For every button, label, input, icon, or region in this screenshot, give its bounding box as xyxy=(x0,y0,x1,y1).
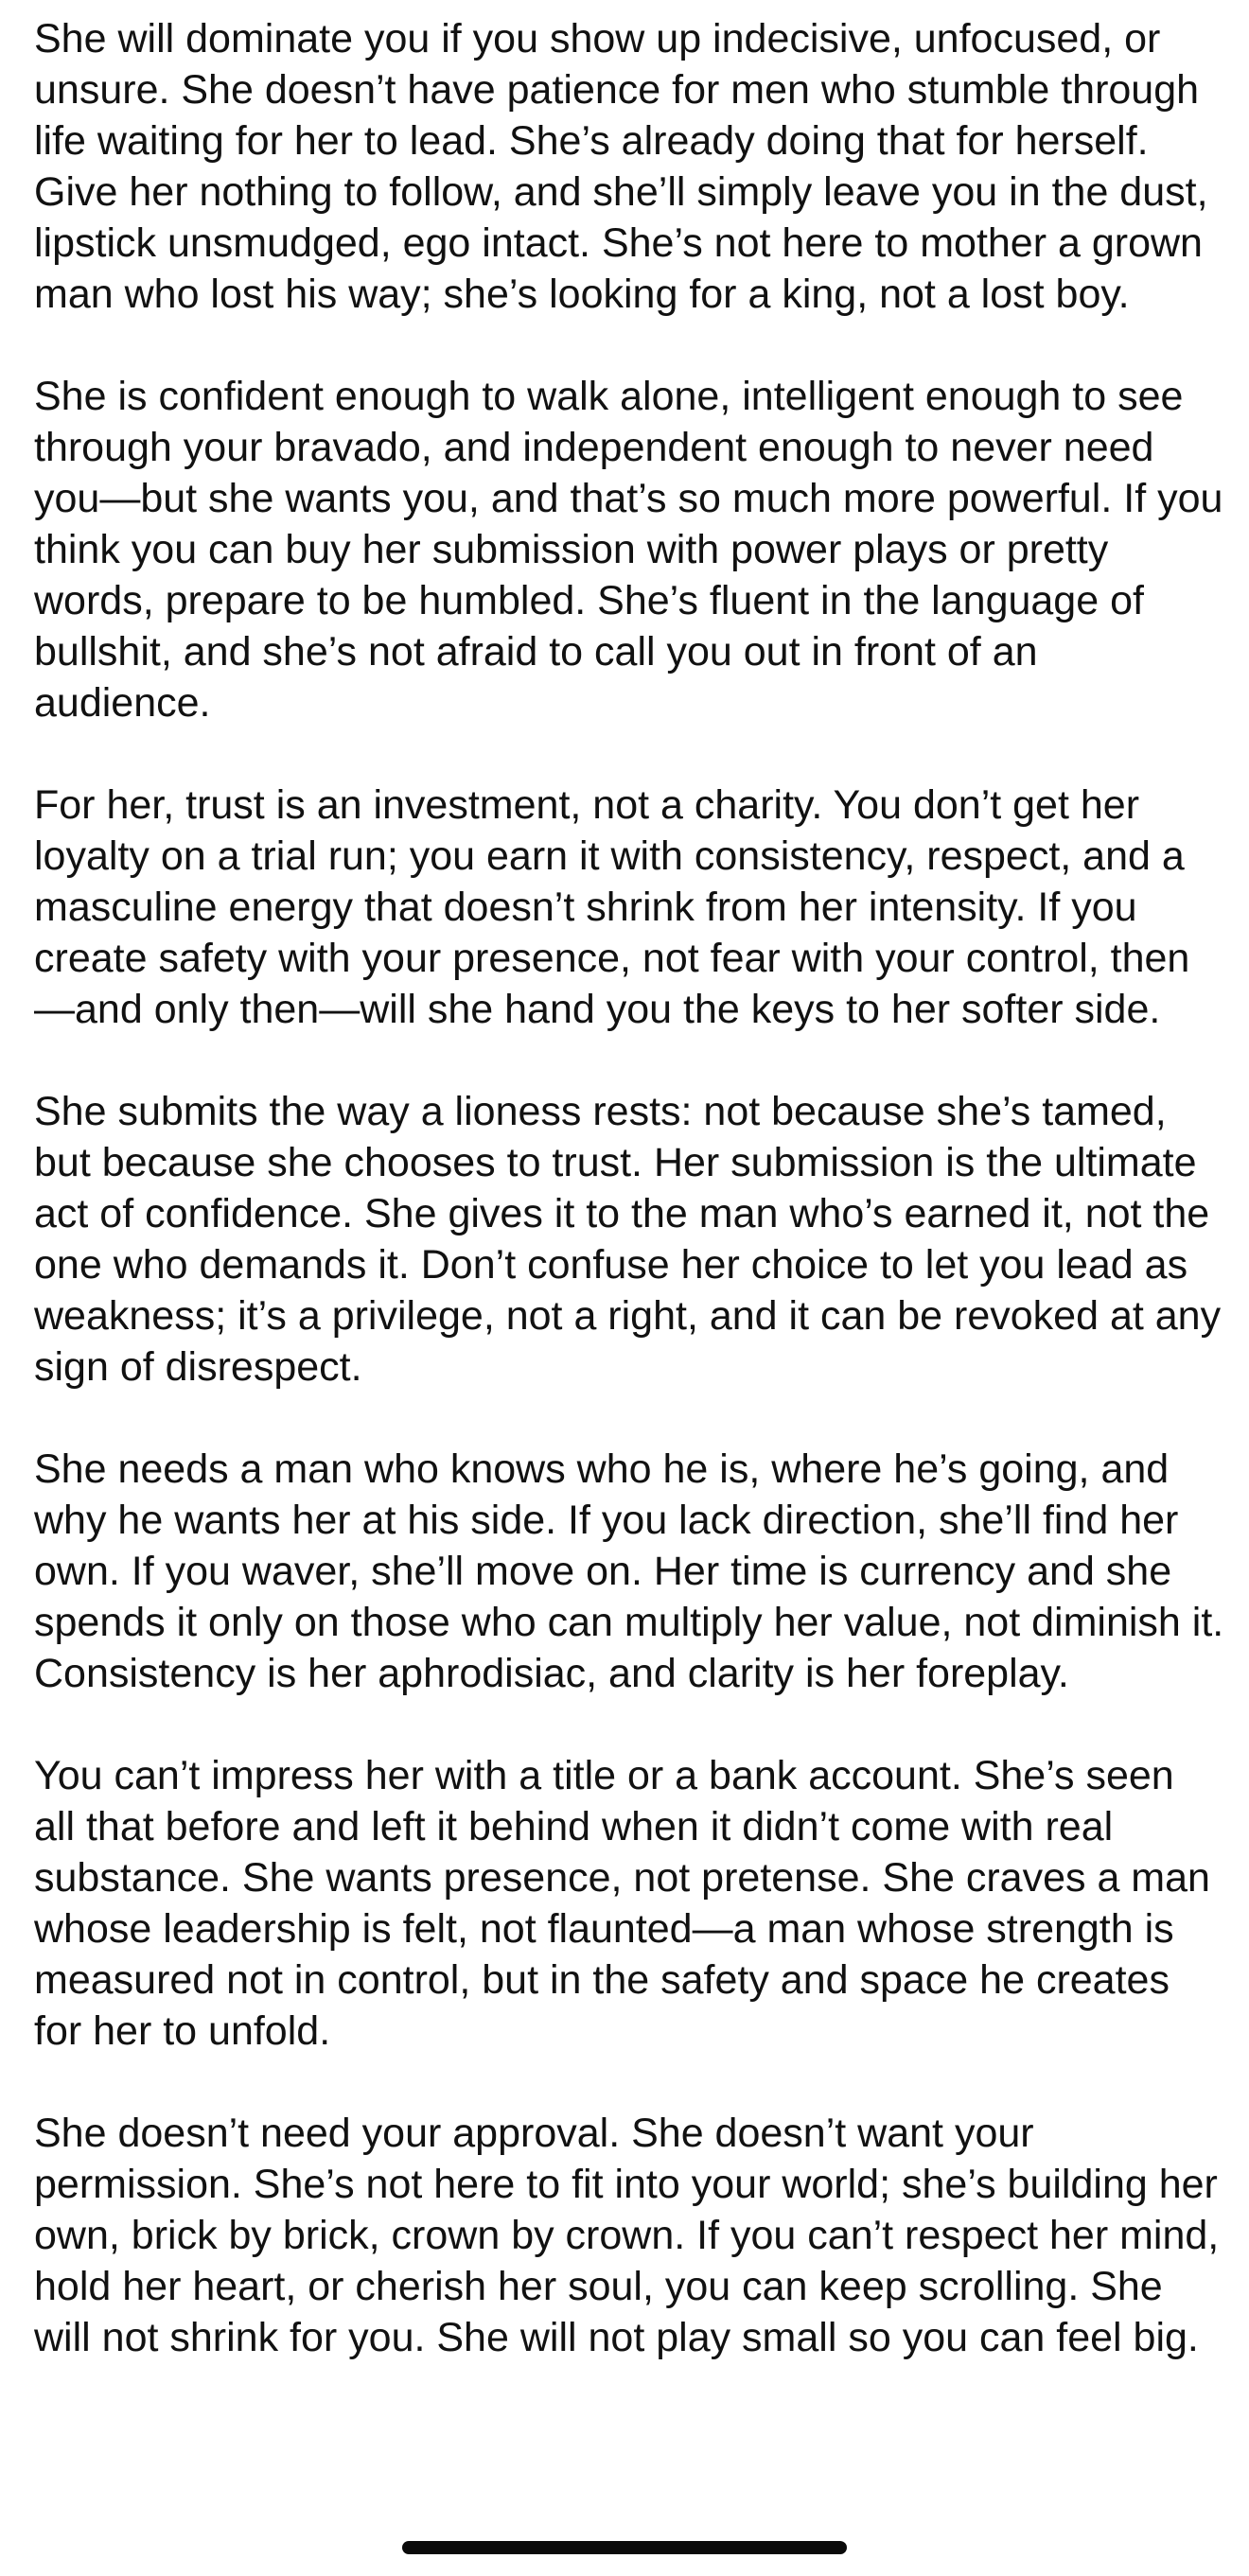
paragraph-3: For her, trust is an investment, not a charity. You don’t get her loyalty on a trial run; you earn it with consistency, respect, and a masculine energy that doesn’t shrink from her intensity. If you create safety with your presence, not fear with your control, then—and only then—will she hand you the keys to her softer side. xyxy=(34,782,1190,1032)
paragraph-5: She needs a man who knows who he is, where he’s going, and why he wants her at his side. If you lack direction, she’ll find her own. If you waver, she’ll move on. Her time is currency and she spends it only on those who can multiply her value, not diminish it. Consistency is her aphrodisiac, and clarity is her foreplay. xyxy=(34,1446,1224,1696)
article-body xyxy=(34,13,1224,2363)
paragraph-7: She doesn’t need your approval. She doesn’t want your permission. She’s not here to fit into your world; she’s building her own, brick by brick, crown by crown. If you can’t respect her mind, hold her heart, or cherish her soul, you can keep scrolling. She will not shrink for you. She will not play small so you can feel big. xyxy=(34,2111,1220,2360)
paragraph-6: You can’t impress her with a title or a bank account. She’s seen all that before and left it behind when it didn’t come with real substance. She wants presence, not pretense. She craves a man whose leadership is felt, not flaunted—a man whose strength is measured not in control, but in the safety and space he creates for her to unfold. xyxy=(34,1753,1210,2054)
paragraph-1: She will dominate you if you show up indecisive, unfocused, or unsure. She doesn’t have patience for men who stumble through life waiting for her to lead. She’s already doing that for herself. Give her nothing to follow, and she’ll simply leave you in the dust, lipstick unsmudged, ego intact. She’s not here to mother a grown man who lost his way; she’s looking for a king, not a lost boy. xyxy=(34,16,1208,317)
home-indicator-bar[interactable] xyxy=(402,2541,847,2554)
paragraph-4: She submits the way a lioness rests: not because she’s tamed, but because she chooses to trust. Her submission is the ultimate act of confidence. She gives it to the man who’s earned it, not the one who demands it. Don’t confuse her choice to let you lead as weakness; it’s a privilege, not a right, and it can be revoked at any sign of disrespect. xyxy=(34,1089,1222,1390)
paragraph-2: She is confident enough to walk alone, intelligent enough to see through your bravado, and independent enough to never need you—but she wants you, and that’s so much more powerful. If you think you can buy her submission with power plays or pretty words, prepare to be humbled. She’s fluent in the language of bullshit, and she’s not afraid to call you out in front of an audience. xyxy=(34,374,1223,726)
